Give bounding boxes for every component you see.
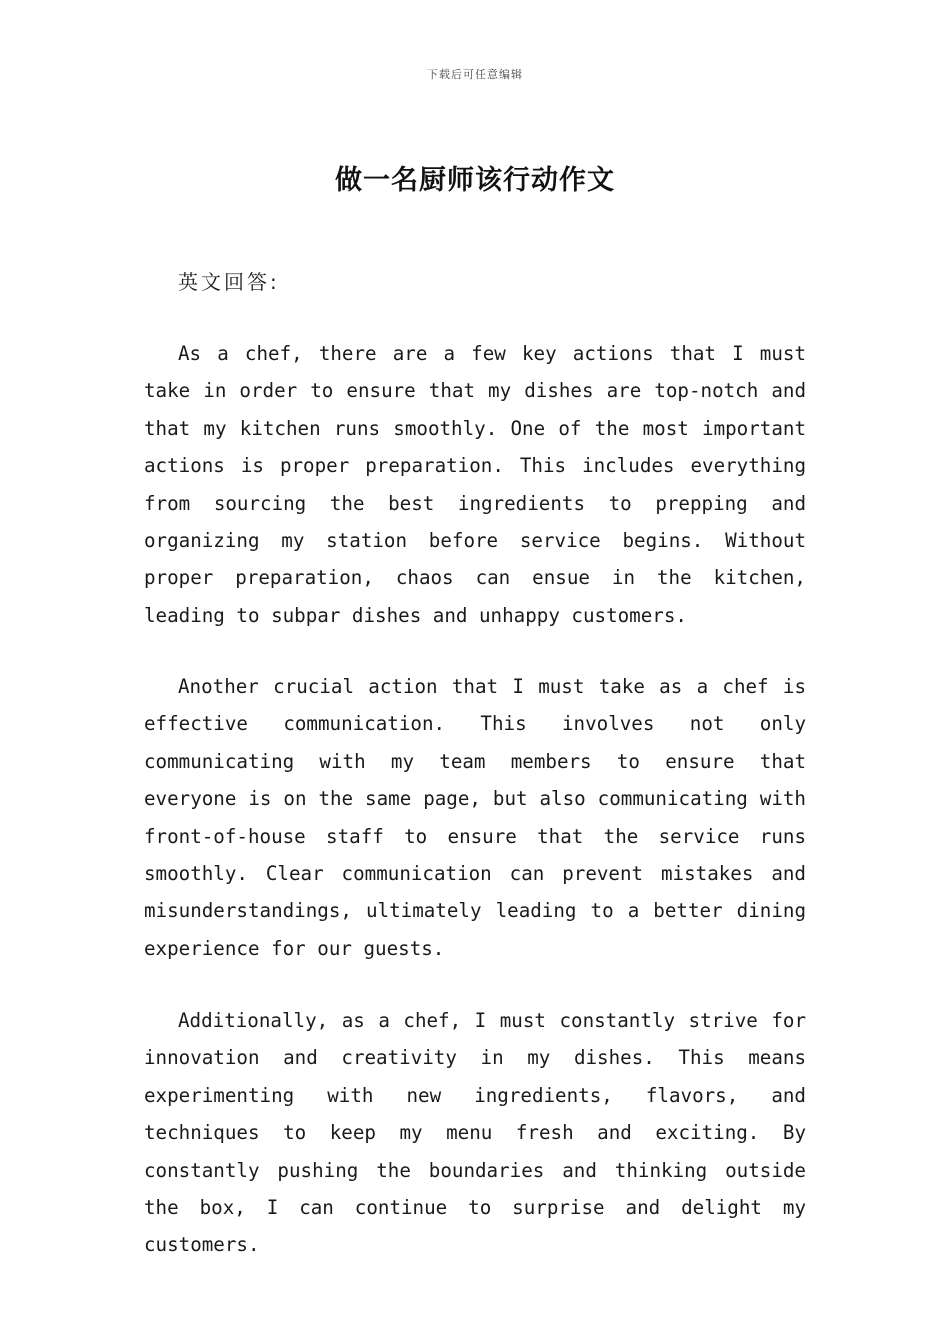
header-note: 下载后可任意编辑 [427, 68, 523, 81]
paragraph-communication: Another crucial action that I must take as a chef is effective communication. This involves not only communicating with my team members to ensure that everyone is on the same page, but also communicating with front-of-house staff to ensure that the service runs smoothly. Clear communication can prevent mistakes and misunderstandings, ultimately leading to a better dining experience for our guests. [144, 675, 806, 960]
section-label: 英文回答: [178, 270, 280, 294]
paragraph-innovation: Additionally, as a chef, I must constantly strive for innovation and creativity in my dishes. This means experimenting with new ingredients, flavors, and techniques to keep my menu fresh and exciting. By constantly pushing the boundaries and thinking outside the box, I can continue to surprise and delight my customers. [144, 1009, 806, 1257]
document-title: 做一名厨师该行动作文 [335, 165, 615, 196]
paragraph-preparation: As a chef, there are a few key actions that I must take in order to ensure that my dishes are top-notch and that my kitchen runs smoothly. One of the most important actions is proper preparation. This includes everything from sourcing the best ingredients to prepping and organizing my station before service begins. Without proper preparation, chaos can ensue in the kitchen, leading to subpar dishes and unhappy customers. [144, 342, 806, 627]
